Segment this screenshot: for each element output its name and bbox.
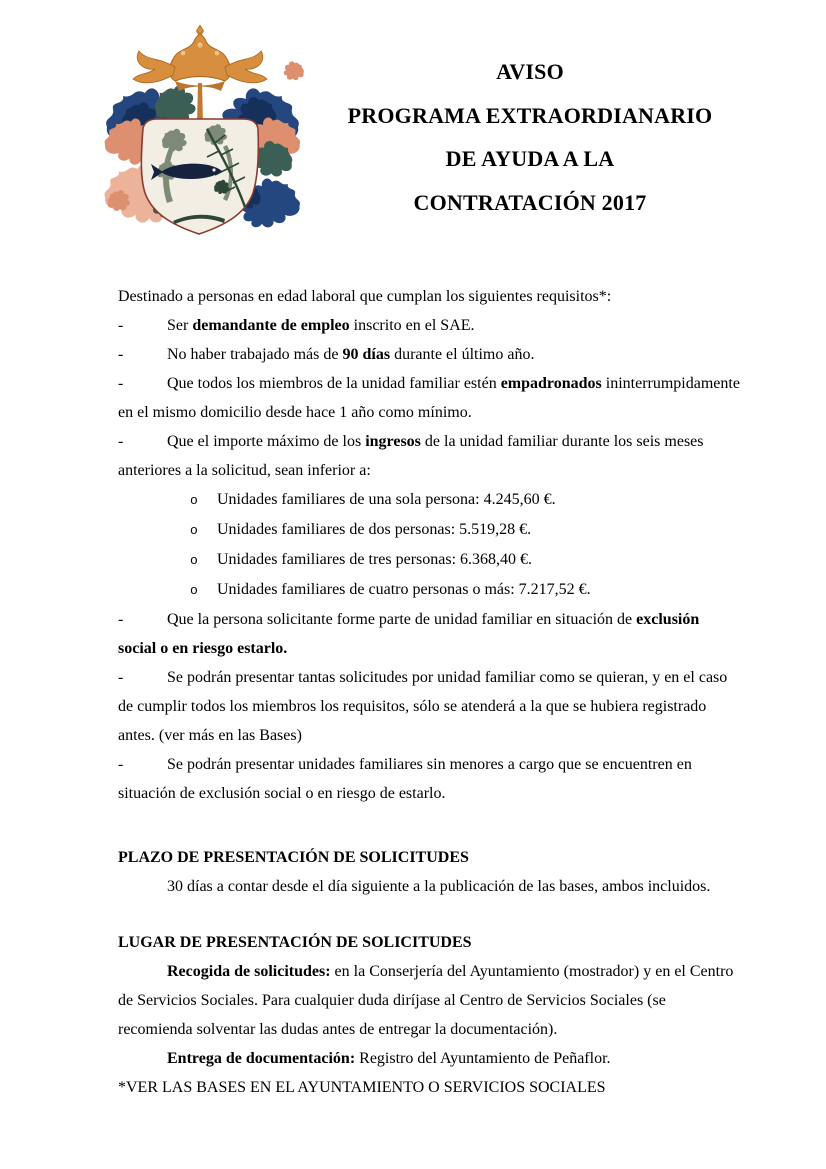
requirement-item-90-dias bbox=[118, 340, 740, 369]
requirement-item-sin-menores bbox=[118, 750, 740, 808]
income-item-dos-personas bbox=[118, 515, 740, 545]
dash-bullet: - bbox=[118, 756, 124, 773]
income-text: Unidades familiares de una sola persona: 4.245,60 €. bbox=[217, 491, 556, 508]
income-item-cuatro-personas bbox=[118, 575, 740, 605]
circle-bullet: o bbox=[190, 493, 198, 508]
entrega-text: Registro del Ayuntamiento de Peñaflor. bbox=[355, 1050, 611, 1067]
dash-bullet: - bbox=[118, 433, 124, 450]
requirements-intro: Destinado a personas en edad laboral que cumplan los siguientes requisitos*: bbox=[118, 288, 612, 305]
title-line-ayuda: DE AYUDA A LA bbox=[445, 146, 615, 171]
dash-bullet: - bbox=[118, 669, 124, 686]
requirement-text: Se podrán presentar unidades familiares sin menores a cargo que se encuentren en situación de exclusión social o en riesgo de estarlo. bbox=[118, 756, 692, 802]
dash-bullet: - bbox=[118, 346, 124, 363]
requirement-text: durante el último año. bbox=[390, 346, 535, 363]
title-line-contratacion: CONTRATACIÓN 2017 bbox=[413, 189, 647, 215]
requirement-item-empadronados bbox=[118, 369, 740, 427]
requirement-text: Se podrán presentar tantas solicitudes por unidad familiar como se quieran, y en el caso de cumplir todos los miembros los requisitos, sólo se atenderá a la que se hubiera registrado antes. (ver más en las Bases) bbox=[118, 669, 728, 744]
document-title bbox=[318, 50, 742, 224]
coat-of-arms-icon bbox=[95, 25, 310, 240]
requirement-item-solicitudes bbox=[118, 663, 740, 750]
plazo-text: 30 días a contar desde el día siguiente a la publicación de las bases, ambos incluidos. bbox=[167, 878, 711, 895]
requirement-text-bold: 90 días bbox=[342, 346, 391, 363]
requirement-text: Que todos los miembros de la unidad familiar estén bbox=[167, 375, 501, 392]
dash-bullet: - bbox=[118, 611, 124, 628]
income-text: Unidades familiares de dos personas: 5.519,28 €. bbox=[217, 521, 532, 538]
requirement-item-exclusion bbox=[118, 605, 740, 663]
requirement-text-bold: demandante de empleo bbox=[192, 317, 350, 334]
requirement-text: ininterrumpidamente en el mismo domicilio desde hace 1 año como mínimo. bbox=[118, 375, 740, 421]
entrega-paragraph bbox=[118, 1044, 740, 1073]
title-line-programa: PROGRAMA EXTRAORDIANARIO bbox=[347, 102, 713, 128]
entrega-label: Entrega de documentación: bbox=[167, 1050, 356, 1067]
circle-bullet: o bbox=[190, 523, 198, 538]
income-text: Unidades familiares de tres personas: 6.368,40 €. bbox=[217, 551, 533, 568]
requirement-text: de la unidad familiar durante los seis meses anteriores a la solicitud, sean inferior a: bbox=[118, 433, 704, 479]
footer-note: *VER LAS BASES EN EL AYUNTAMIENTO O SERVICIOS SOCIALES bbox=[118, 1079, 606, 1096]
requirement-text-bold: empadronados bbox=[500, 375, 602, 392]
requirement-item-sae bbox=[118, 311, 740, 340]
title-line-aviso: AVISO bbox=[496, 59, 564, 84]
requirement-text: inscrito en el SAE. bbox=[349, 317, 475, 334]
section-heading-plazo: PLAZO DE PRESENTACIÓN DE SOLICITUDES bbox=[118, 849, 469, 866]
dash-bullet: - bbox=[118, 375, 124, 392]
requirement-text: Que la persona solicitante forme parte de unidad familiar en situación de bbox=[167, 611, 637, 628]
requirement-text: Ser bbox=[167, 317, 193, 334]
income-item-una-persona bbox=[118, 485, 740, 515]
requirement-text: Que el importe máximo de los bbox=[167, 433, 366, 450]
section-heading-lugar: LUGAR DE PRESENTACIÓN DE SOLICITUDES bbox=[118, 934, 472, 951]
document-body bbox=[118, 282, 740, 1102]
recogida-label: Recogida de solicitudes: bbox=[167, 963, 331, 980]
dash-bullet: - bbox=[118, 317, 124, 334]
requirement-text-bold: exclusión social o en riesgo estarlo. bbox=[118, 611, 700, 657]
requirement-text: No haber trabajado más de bbox=[167, 346, 343, 363]
requirement-text-bold: ingresos bbox=[365, 433, 421, 450]
income-text: Unidades familiares de cuatro personas o más: 7.217,52 €. bbox=[217, 581, 591, 598]
recogida-paragraph bbox=[118, 957, 740, 1044]
recogida-text: en la Conserjería del Ayuntamiento (mostrador) y en el Centro de Servicios Sociales. Para cualquier duda diríjase al Centro de Servicios Sociales (se recomienda solventar las dudas antes de entregar la documentación). bbox=[118, 963, 734, 1038]
requirement-item-ingresos bbox=[118, 427, 740, 485]
circle-bullet: o bbox=[190, 583, 198, 598]
circle-bullet: o bbox=[190, 553, 198, 568]
income-item-tres-personas bbox=[118, 545, 740, 575]
